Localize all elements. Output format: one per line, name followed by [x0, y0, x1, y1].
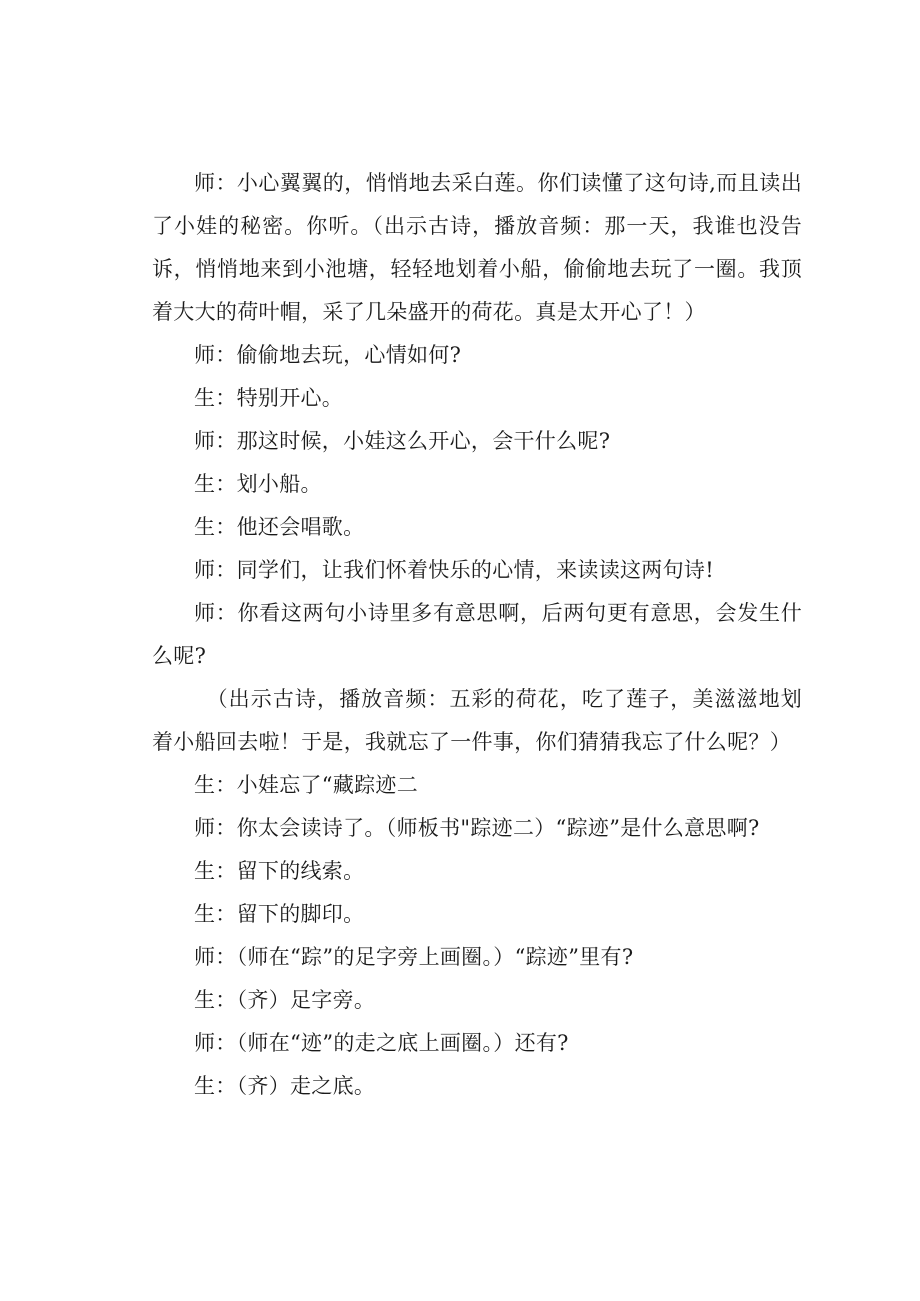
paragraph-15: 生：（齐）足字旁。: [194, 988, 376, 1012]
paragraph-16: 师：（师在“迹”的走之底上画圈。）还有?: [194, 1031, 569, 1055]
paragraph-11: 师：你太会读诗了。（师板书"踪迹二）“踪迹”是什么意思啊?: [194, 816, 760, 840]
paragraph-13: 生：留下的脚印。: [194, 902, 365, 926]
paragraph-5: 生：划小船。: [194, 472, 322, 496]
paragraph-17: 生：（齐）走之底。: [194, 1074, 376, 1098]
paragraph-9: （出示古诗，播放音频：五彩的荷花，吃了莲子，美滋滋地划着小船回去啦！于是，我就忘了一件事，你们猜猜我忘了什么呢？）: [152, 687, 802, 754]
paragraph-10: 生：小娃忘了“藏踪迹二: [194, 773, 419, 797]
paragraph-2: 师：偷偷地去玩，心情如何?: [194, 343, 462, 367]
paragraph-1: 师：小心翼翼的，悄悄地去采白莲。你们读懂了这句诗,而且读出了小娃的秘密。你听。（出示古诗，播放音频：那一天，我谁也没告诉，悄悄地来到小池塘，轻轻地划着小船，偷偷地去玩了一圈。我顶着大大的荷叶帽，采了几朵盛开的荷花。真是太开心了！）: [152, 171, 802, 324]
paragraph-3: 生：特别开心。: [194, 386, 344, 410]
paragraph-8: 师：你看这两句小诗里多有意思啊，后两句更有意思，会发生什么呢?: [152, 601, 802, 668]
paragraph-14: 师：（师在“踪”的足字旁上画圈。）“踪迹”里有?: [194, 945, 634, 969]
paragraph-4: 师：那这时候，小娃这么开心，会干什么呢?: [194, 429, 611, 453]
paragraph-6: 生：他还会唱歌。: [194, 515, 365, 539]
paragraph-12: 生：留下的线索。: [194, 859, 365, 883]
paragraph-7: 师：同学们，让我们怀着快乐的心情，来读读这两句诗!: [194, 558, 714, 582]
lesson-transcript: [152, 162, 802, 1108]
